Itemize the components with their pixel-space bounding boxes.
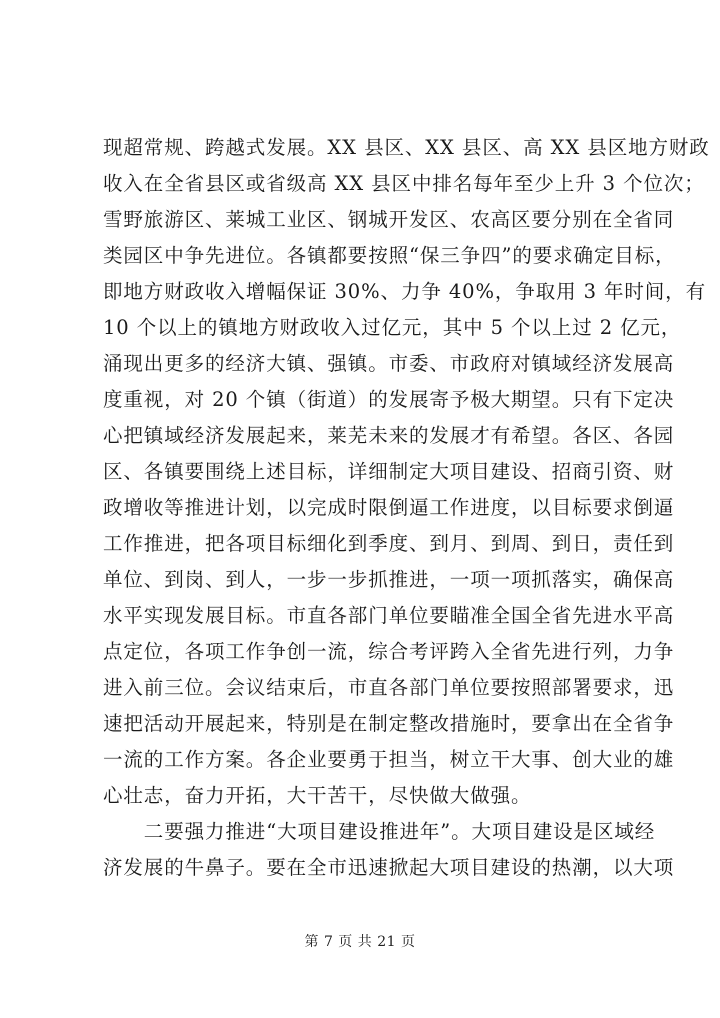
body-text-line: 度重视，对 20 个镇（街道）的发展寄予极大期望。只有下定决 [103,388,675,411]
body-text-line: 10 个以上的镇地方财政收入过亿元，其中 5 个以上过 2 亿元， [103,316,682,339]
body-text-line: 即地方财政收入增幅保证 30%、力争 40%，争取用 3 年时间，有 [103,280,706,303]
body-text-line: 区、各镇要围绕上述目标，详细制定大项目建设、招商引资、财 [103,460,675,483]
body-text-line: 雪野旅游区、莱城工业区、钢城开发区、农高区要分别在全省同 [103,208,675,231]
body-text-line: 政增收等推进计划，以完成时限倒逼工作进度，以目标要求倒逼 [103,496,675,519]
body-text-line: 类园区中争先进位。各镇都要按照“保三争四”的要求确定目标， [103,244,676,267]
body-text-line: 一流的工作方案。各企业要勇于担当，树立干大事、创大业的雄 [103,748,675,771]
body-text-line: 涌现出更多的经济大镇、强镇。市委、市政府对镇域经济发展高 [103,352,675,375]
body-text-line: 单位、到岗、到人，一步一步抓推进，一项一项抓落实，确保高 [103,568,675,591]
body-text-line: 速把活动开展起来，特别是在制定整改措施时，要拿出在全省争 [103,712,675,735]
body-text-line: 水平实现发展目标。市直各部门单位要瞄准全国全省先进水平高 [103,604,675,627]
body-text-line: 现超常规、跨越式发展。XX 县区、XX 县区、高 XX 县区地方财政 [103,136,710,159]
paragraph-start-line: 二要强力推进“大项目建设推进年”。大项目建设是区域经 [103,820,656,843]
body-text-line: 心把镇域经济发展起来，莱芜未来的发展才有希望。各区、各园 [103,424,675,447]
page-number-footer: 第 7 页 共 21 页 [304,934,416,950]
body-text-line: 进入前三位。会议结束后，市直各部门单位要按照部署要求，迅 [103,676,675,699]
body-text-line: 心壮志，奋力开拓，大干苦干，尽快做大做强。 [103,784,532,807]
body-text-line: 点定位，各项工作争创一流，综合考评跨入全省先进行列，力争 [103,640,675,663]
body-text-line: 济发展的牛鼻子。要在全市迅速掀起大项目建设的热潮，以大项 [103,856,675,879]
body-text-line: 收入在全省县区或省级高 XX 县区中排名每年至少上升 3 个位次； [103,172,705,195]
body-text-line: 工作推进，把各项目标细化到季度、到月、到周、到日，责任到 [103,532,675,555]
